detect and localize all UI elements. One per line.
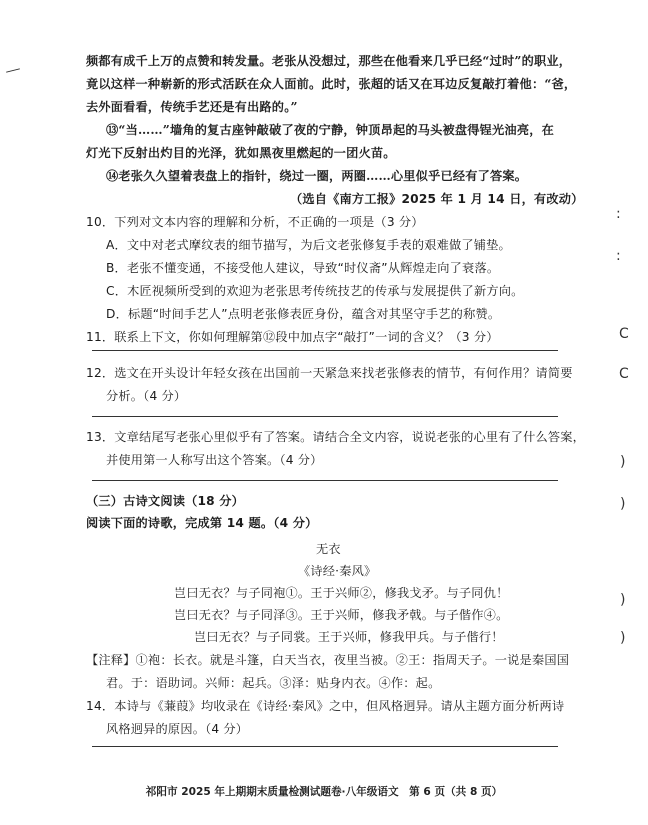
poem-source: 《诗经·秦风》 xyxy=(298,564,377,578)
answer-line-13 xyxy=(92,480,558,481)
section-instruction: 阅读下面的诗歌，完成第 14 题。（4 分） xyxy=(86,516,318,530)
binding-mark: : xyxy=(616,248,621,264)
binding-mark: ) xyxy=(620,592,626,608)
story-source: （选自《南方工报》2025 年 1 月 14 日，有改动） xyxy=(290,192,584,206)
poem-line: 岂曰无衣？与子同泽③。王于兴师，修我矛戟。与子偕作④。 xyxy=(174,608,509,622)
poem-notes-line: 君。于：语助词。兴师：起兵。③泽：贴身内衣。④作：起。 xyxy=(106,676,441,690)
section-heading: （三）古诗文阅读（18 分） xyxy=(86,494,245,508)
question-12-line: 12．选文在开头设计年轻女孩在出国前一天紧急来找老张修表的情节，有何作用？请简要 xyxy=(86,366,573,380)
answer-line-12 xyxy=(92,416,558,417)
question-10-option-d: D．标题“时间手艺人”点明老张修表匠身份，蕴含对其坚守手艺的称赞。 xyxy=(106,307,501,321)
story-line: 频都有成千上万的点赞和转发量。老张从没想过，那些在他看来几乎已经“过时”的职业， xyxy=(86,54,572,68)
question-13-line: 并使用第一人称写出这个答案。（4 分） xyxy=(106,453,323,467)
question-10-option-c: C．木匠视频所受到的欢迎为老张思考传统技艺的传承与发展提供了新方向。 xyxy=(106,284,524,298)
poem-title: 无衣 xyxy=(316,542,341,556)
story-line: ⑬“当……”墙角的复古座钟敲破了夜的宁静，钟顶昂起的马头被盘得锃光油亮，在 xyxy=(106,123,554,137)
story-line: 去外面看看，传统手艺还是有出路的。” xyxy=(86,100,298,114)
answer-line-11 xyxy=(92,350,558,351)
binding-mark: : xyxy=(616,206,621,222)
question-13-line: 13．文章结尾写老张心里似乎有了答案。请结合全文内容，说说老张的心里有了什么答案， xyxy=(86,430,586,444)
question-11: 11．联系上下文，你如何理解第⑫段中加点字“敲打”一词的含义？（3 分） xyxy=(86,330,499,344)
story-line: 灯光下反射出灼目的光泽，犹如黑夜里燃起的一团火苗。 xyxy=(86,146,396,160)
answer-line-14 xyxy=(92,746,558,747)
question-10-option-a: A．文中对老式摩纹表的细节描写，为后文老张修复手表的艰难做了铺垫。 xyxy=(106,238,511,252)
binding-mark: C xyxy=(619,326,629,342)
binding-mark: ) xyxy=(620,454,626,470)
question-14-line: 14．本诗与《蒹葭》均收录在《诗经·秦风》之中，但风格迥异。请从主题方面分析两诗 xyxy=(86,699,565,713)
story-line: ⑭老张久久望着表盘上的指针，绕过一圈，两圈……心里似乎已经有了答案。 xyxy=(106,169,528,183)
margin-pen-mark xyxy=(6,68,20,72)
poem-notes-line: 【注释】①袍：长衣。就是斗篷，白天当衣，夜里当被。②王：指周天子。一说是秦国国 xyxy=(86,653,570,667)
question-14-line: 风格迥异的原因。（4 分） xyxy=(106,722,249,736)
question-10-option-b: B．老张不懂变通，不接受他人建议，导致“时仪斋”从辉煌走向了衰落。 xyxy=(106,261,500,275)
question-10-stem: 10．下列对文本内容的理解和分析，不正确的一项是（3 分） xyxy=(86,215,424,229)
poem-line: 岂曰无衣？与子同袍①。王于兴师②，修我戈矛。与子同仇！ xyxy=(174,586,509,600)
binding-mark: ) xyxy=(620,496,626,512)
page-footer: 祁阳市 2025 年上期期末质量检测试题卷·八年级语文 第 6 页（共 8 页） xyxy=(145,786,503,798)
binding-mark: C xyxy=(619,366,629,382)
binding-mark: ) xyxy=(620,630,626,646)
poem-line: 岂曰无衣？与子同裳。王于兴师，修我甲兵。与子偕行！ xyxy=(194,630,504,644)
story-line: 竟以这样一种崭新的形式活跃在众人面前。此时，张超的话又在耳边反复敲打着他：“爸， xyxy=(86,77,577,91)
question-12-line: 分析。（4 分） xyxy=(106,389,187,403)
